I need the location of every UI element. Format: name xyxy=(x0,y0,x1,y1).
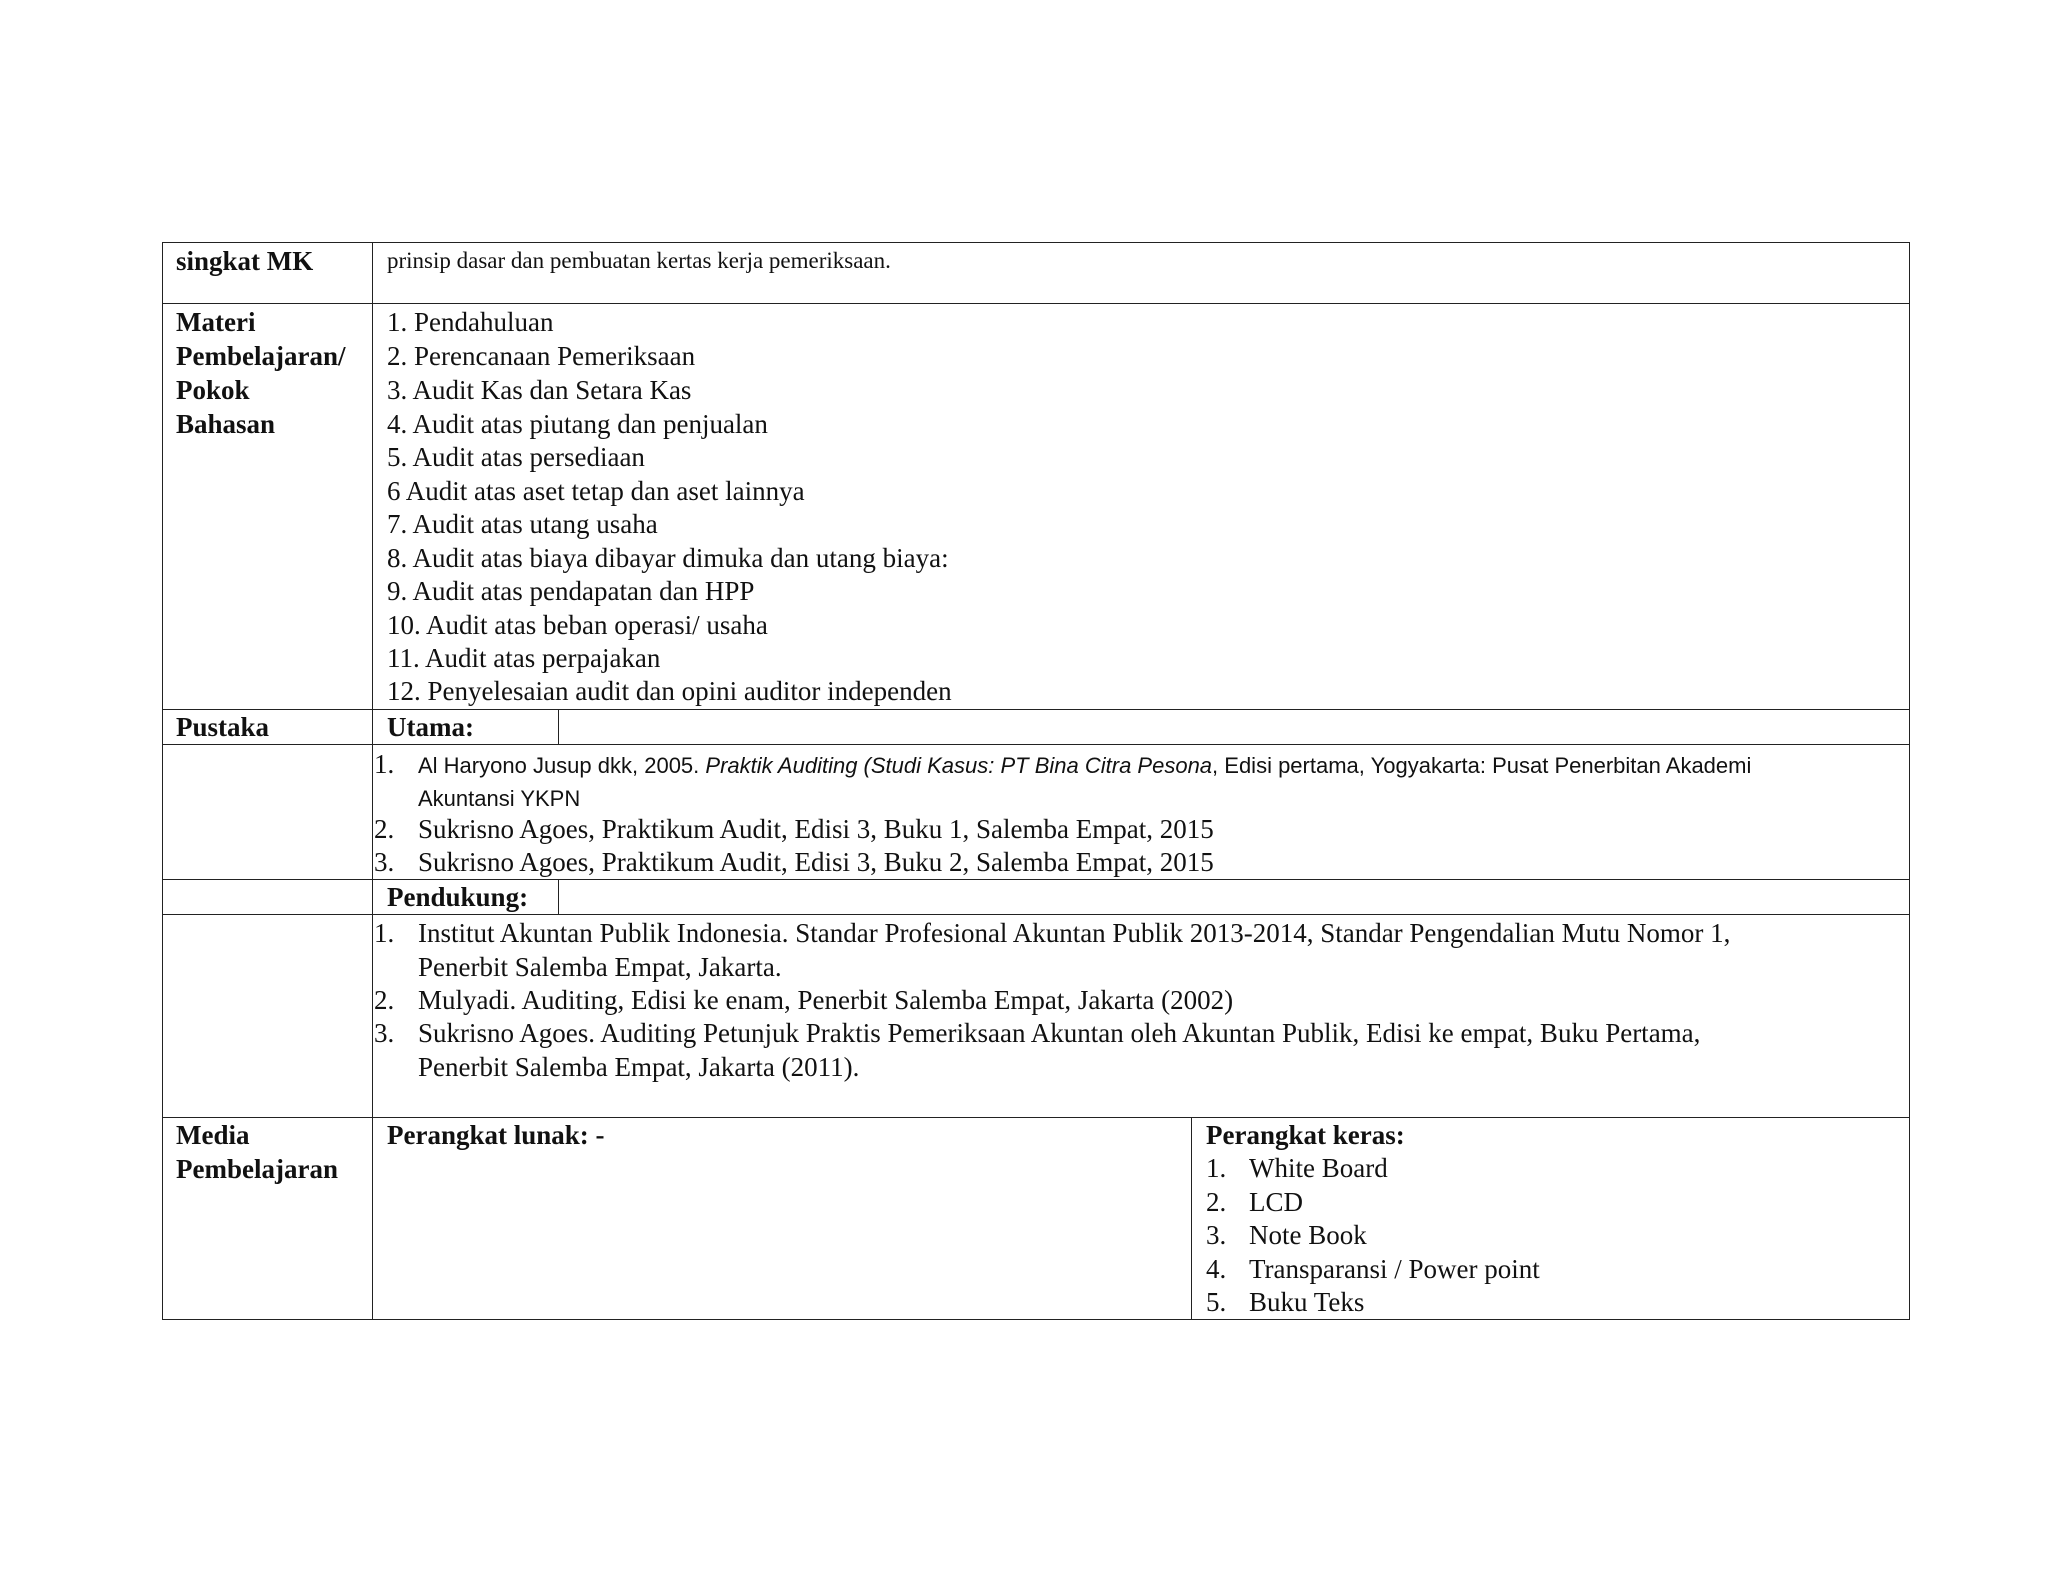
utama-heading: Utama: xyxy=(387,712,474,742)
utama-item-number: 3. xyxy=(374,847,395,877)
keras-item-number: 1. xyxy=(1206,1153,1227,1183)
table-border-top xyxy=(162,242,1910,243)
row-divider xyxy=(162,303,1910,304)
utama-item-number: 1. xyxy=(374,749,395,779)
perangkat-keras-heading: Perangkat keras: xyxy=(1206,1120,1405,1150)
pendukung-item-2: Mulyadi. Auditing, Edisi ke enam, Penerbit Salemba Empat, Jakarta (2002) xyxy=(418,985,1234,1015)
row-label-materi: Bahasan xyxy=(176,409,276,439)
pendukung-item-number: 2. xyxy=(374,985,395,1015)
keras-item: White Board xyxy=(1249,1153,1388,1183)
column-divider xyxy=(372,242,373,1320)
utama-item-1 xyxy=(418,749,1751,783)
keras-item-number: 4. xyxy=(1206,1254,1227,1284)
materi-item: 4. Audit atas piutang dan penjualan xyxy=(387,409,768,439)
utama-item-3: Sukrisno Agoes, Praktikum Audit, Edisi 3, Buku 2, Salemba Empat, 2015 xyxy=(418,847,1214,877)
materi-item: 6 Audit atas aset tetap dan aset lainnya xyxy=(387,476,805,506)
keras-item: Note Book xyxy=(1249,1220,1367,1250)
pendukung-item-3-continuation: Penerbit Salemba Empat, Jakarta (2011). xyxy=(418,1052,860,1082)
utama-item-number: 2. xyxy=(374,814,395,844)
singkat-content: prinsip dasar dan pembuatan kertas kerja pemeriksaan. xyxy=(387,248,891,273)
materi-item: 11. Audit atas perpajakan xyxy=(387,643,661,673)
materi-item: 5. Audit atas persediaan xyxy=(387,442,645,472)
materi-item: 10. Audit atas beban operasi/ usaha xyxy=(387,610,768,640)
table-border-left xyxy=(162,242,163,1320)
utama-item-1-author: Al Haryono Jusup dkk, 2005. xyxy=(418,753,706,778)
row-label-pustaka: Pustaka xyxy=(176,712,270,742)
row-divider xyxy=(162,914,1910,915)
row-label-singkat: singkat MK xyxy=(176,246,314,276)
pendukung-item-1: Institut Akuntan Publik Indonesia. Standar Profesional Akuntan Publik 2013-2014, Standar Pengendalian Mutu Nomor 1, xyxy=(418,918,1731,948)
utama-item-1-continuation: Akuntansi YKPN xyxy=(418,786,581,811)
row-label-materi: Pokok xyxy=(176,375,250,405)
pendukung-item-1-continuation: Penerbit Salemba Empat, Jakarta. xyxy=(418,952,782,982)
keras-item: Buku Teks xyxy=(1249,1287,1365,1317)
pendukung-heading: Pendukung: xyxy=(387,882,529,912)
utama-item-1-publisher: , Edisi pertama, Yogyakarta: Pusat Penerbitan Akademi xyxy=(1212,753,1752,778)
heading-cell-divider xyxy=(558,709,559,744)
row-label-materi: Materi xyxy=(176,307,256,337)
table-border-right xyxy=(1909,242,1910,1320)
materi-item: 12. Penyelesaian audit dan opini auditor independen xyxy=(387,676,952,706)
pendukung-item-number: 3. xyxy=(374,1018,395,1048)
materi-item: 1. Pendahuluan xyxy=(387,307,554,337)
materi-item: 2. Perencanaan Pemeriksaan xyxy=(387,341,696,371)
materi-item: 3. Audit Kas dan Setara Kas xyxy=(387,375,692,405)
row-label-media: Pembelajaran xyxy=(176,1154,338,1184)
keras-item-number: 2. xyxy=(1206,1187,1227,1217)
pendukung-item-3: Sukrisno Agoes. Auditing Petunjuk Praktis Pemeriksaan Akuntan oleh Akuntan Publik, Edisi ke empat, Buku Pertama, xyxy=(418,1018,1701,1048)
media-column-divider xyxy=(1191,1117,1192,1319)
row-divider xyxy=(162,744,1910,745)
materi-item: 8. Audit atas biaya dibayar dimuka dan utang biaya: xyxy=(387,543,949,573)
pendukung-item-number: 1. xyxy=(374,918,395,948)
keras-item: LCD xyxy=(1249,1187,1303,1217)
table-border-bottom xyxy=(162,1319,1910,1320)
utama-item-1-title: Praktik Auditing (Studi Kasus: PT Bina Citra Pesona xyxy=(705,753,1213,778)
keras-item-number: 3. xyxy=(1206,1220,1227,1250)
keras-item-number: 5. xyxy=(1206,1287,1227,1317)
heading-cell-divider xyxy=(558,879,559,914)
materi-item: 9. Audit atas pendapatan dan HPP xyxy=(387,576,755,606)
keras-item: Transparansi / Power point xyxy=(1249,1254,1540,1284)
perangkat-lunak: Perangkat lunak: - xyxy=(387,1120,605,1150)
materi-item: 7. Audit atas utang usaha xyxy=(387,509,658,539)
row-label-materi: Pembelajaran/ xyxy=(176,341,346,371)
utama-item-2: Sukrisno Agoes, Praktikum Audit, Edisi 3, Buku 1, Salemba Empat, 2015 xyxy=(418,814,1214,844)
row-label-media: Media xyxy=(176,1120,250,1150)
